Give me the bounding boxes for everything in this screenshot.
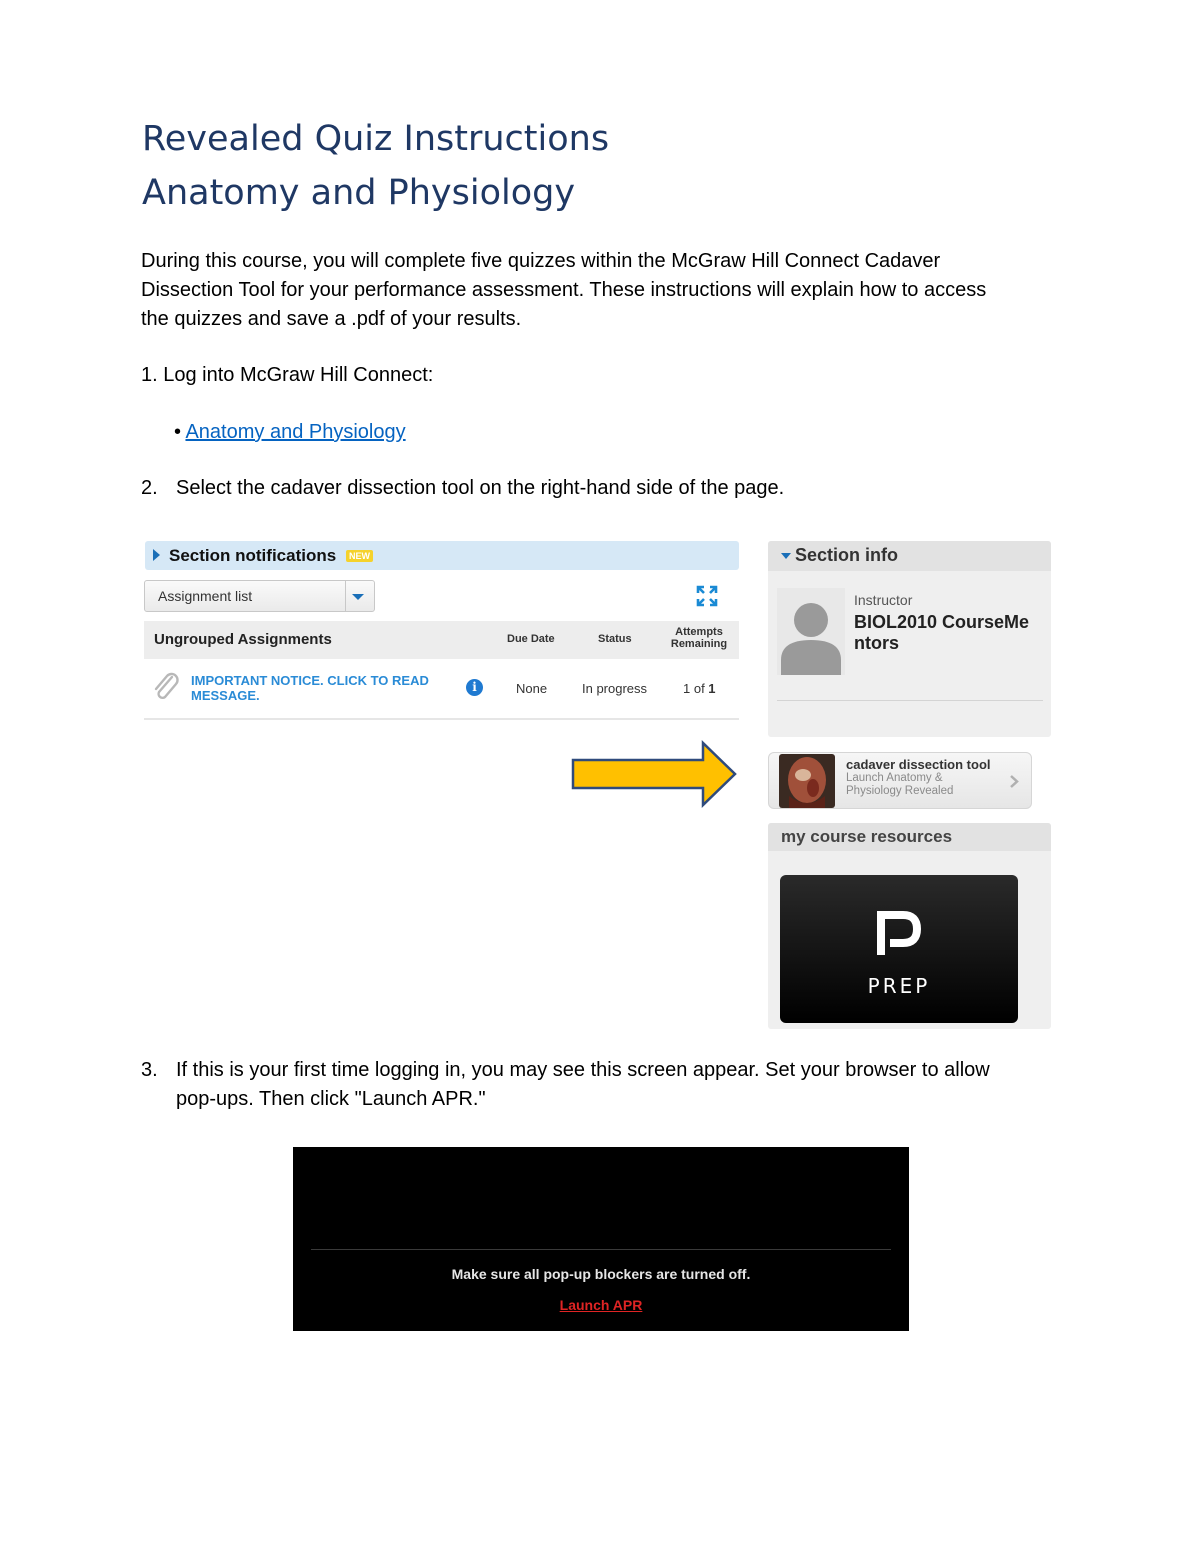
select-value: Assignment list: [158, 588, 253, 604]
course-resources-title: my course resources: [781, 827, 953, 846]
popup-blocker-screenshot: [293, 1147, 909, 1331]
bullet: •: [174, 421, 182, 443]
table-row: [144, 660, 739, 720]
col-attempts-line: Remaining: [670, 638, 728, 650]
col-attempts-line: Attempts: [675, 626, 723, 638]
launch-apr-container: [293, 1297, 909, 1313]
instructor-name-line: ntors: [854, 633, 899, 653]
prep-logo-icon: [877, 911, 921, 957]
document-title: Revealed Quiz Instructions: [142, 119, 610, 159]
instructor-name: [854, 612, 1029, 654]
prep-resource-card[interactable]: [780, 875, 1018, 1023]
fullscreen-icon[interactable]: [696, 585, 718, 607]
attempts-prefix: 1 of: [683, 681, 709, 696]
chevron-right-icon: [1009, 774, 1019, 789]
instructor-name-line: BIOL2010 CourseMe: [854, 612, 1030, 632]
divider: [311, 1249, 891, 1250]
row-due-date: None: [516, 681, 548, 696]
launch-apr-link[interactable]: Launch APR: [559, 1297, 643, 1313]
prep-label: PREP: [867, 974, 931, 998]
cadaver-sub-line: Physiology Revealed: [846, 785, 954, 797]
expand-triangle-icon: [153, 549, 160, 561]
instructor-label: Instructor: [854, 592, 913, 608]
step-2: [141, 474, 784, 503]
step-3-line: pop-ups. Then click "Launch APR.": [176, 1088, 486, 1110]
assignment-list-select[interactable]: [144, 580, 375, 612]
course-resources-panel: [768, 823, 1051, 1029]
info-icon[interactable]: i: [466, 679, 483, 696]
col-attempts-remaining[interactable]: [666, 626, 732, 650]
row-attempts: [683, 681, 716, 696]
cadaver-dissection-tool-button[interactable]: [768, 752, 1032, 809]
connect-screenshot: [143, 540, 1053, 1030]
new-badge: NEW: [346, 550, 373, 562]
popup-message: Make sure all pop-up blockers are turned off.: [451, 1266, 751, 1282]
intro-line: Dissection Tool for your performance assessment. These instructions will explain how to access: [141, 279, 987, 301]
paperclip-icon: [152, 671, 180, 703]
section-info-panel: [768, 541, 1051, 737]
step-3-line: [141, 1056, 1141, 1085]
col-due-date[interactable]: Due Date: [507, 633, 555, 645]
anatomy-physiology-link[interactable]: Anatomy and Physiology: [185, 421, 406, 443]
step-3-number: 3.: [141, 1059, 158, 1081]
col-status[interactable]: Status: [598, 633, 632, 645]
step-3-text: If this is your first time logging in, you may see this screen appear. Set your browser to allow: [176, 1059, 990, 1081]
cadaver-sub-line: Launch Anatomy &: [846, 772, 943, 784]
right-arrow-icon: [570, 740, 740, 808]
section-notifications-title: Section notifications: [169, 546, 337, 565]
step-2-text: Select the cadaver dissection tool on the right-hand side of the page.: [176, 477, 785, 499]
anatomy-head-icon: [779, 754, 835, 808]
select-divider: [345, 581, 346, 611]
intro-line: the quizzes and save a .pdf of your results.: [141, 308, 522, 330]
step-2-number: 2.: [141, 477, 158, 499]
cadaver-tool-title: cadaver dissection tool: [846, 757, 991, 772]
assignments-table-header: [144, 621, 739, 659]
intro-line: During this course, you will complete five quizzes within the McGraw Hill Connect Cadaver: [141, 250, 941, 272]
important-notice-link[interactable]: [191, 673, 429, 703]
notice-line: MESSAGE.: [191, 688, 260, 703]
collapse-triangle-icon: [781, 553, 791, 559]
cadaver-tool-subtitle: [846, 772, 953, 798]
section-notifications-bar[interactable]: [145, 541, 739, 570]
attempts-total: 1: [708, 681, 716, 696]
divider: [777, 700, 1043, 701]
intro-paragraph: [141, 247, 1071, 334]
step-1-bullet-item: [174, 418, 406, 447]
section-info-title: Section info: [795, 545, 898, 565]
step-1: 1. Log into McGraw Hill Connect:: [141, 364, 434, 386]
avatar: [777, 588, 845, 675]
chevron-down-icon: [352, 594, 364, 600]
document-subtitle: Anatomy and Physiology: [142, 173, 576, 213]
notice-line: IMPORTANT NOTICE. CLICK TO READ: [191, 673, 429, 688]
row-status: In progress: [582, 681, 648, 696]
course-resources-header: [768, 823, 1051, 851]
section-info-header[interactable]: [768, 541, 1051, 571]
table-title: Ungrouped Assignments: [154, 631, 332, 648]
step-3: [141, 1056, 1141, 1114]
